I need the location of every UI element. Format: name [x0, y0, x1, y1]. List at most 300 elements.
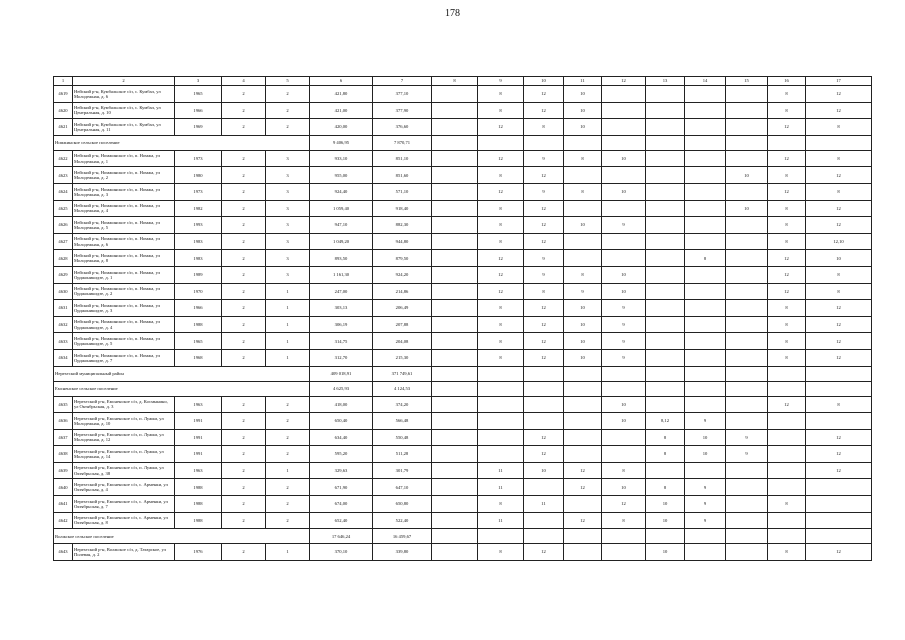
cell-c15	[726, 266, 768, 283]
cell-entrances: 2	[266, 86, 310, 103]
empty-cell	[685, 381, 726, 396]
cell-c16	[768, 413, 806, 430]
page-number: 178	[445, 8, 460, 19]
cell-c10: 12	[524, 333, 564, 350]
column-header-7: 7	[373, 77, 432, 86]
cell-c14	[685, 102, 726, 119]
cell-c15	[726, 233, 768, 250]
empty-cell	[685, 366, 726, 381]
cell-living-area: 207,88	[373, 316, 432, 333]
empty-cell	[685, 529, 726, 544]
cell-c10: 8	[524, 119, 564, 136]
table-row	[54, 544, 872, 561]
subtotal-name: Волжское сельское поселение	[54, 529, 310, 544]
empty-cell	[478, 381, 524, 396]
table-row	[54, 333, 872, 350]
cell-entrances: 3	[266, 250, 310, 267]
cell-address: Нейский р-н, Номжинское с/п, п. Номжа, ул Орджоникидзе, д. 1	[73, 266, 175, 283]
cell-year: 1988	[175, 496, 222, 513]
empty-cell	[806, 366, 872, 381]
cell-address: Нейский р-н, Номжинское с/п, п. Номжа, ул Молодежная, д. 6	[73, 233, 175, 250]
cell-c15	[726, 349, 768, 366]
cell-c9: 12	[478, 283, 524, 300]
table-row	[54, 217, 872, 234]
cell-c13: 10	[646, 512, 685, 529]
cell-c11	[564, 429, 602, 446]
cell-id: 4626	[54, 217, 73, 234]
subtotal-row	[54, 381, 872, 396]
cell-c12: 10	[602, 150, 646, 167]
cell-floors: 2	[222, 250, 266, 267]
cell-id: 4643	[54, 544, 73, 561]
empty-cell	[646, 381, 685, 396]
cell-living-area: 214,86	[373, 283, 432, 300]
cell-total-area: 1 059,40	[310, 200, 373, 217]
subtotal-living-area: 7 870,71	[373, 135, 432, 150]
cell-total-area: 303,13	[310, 300, 373, 317]
cell-floors: 2	[222, 396, 266, 413]
cell-living-area: 376,60	[373, 119, 432, 136]
cell-floors: 2	[222, 479, 266, 496]
cell-living-area: 566,48	[373, 413, 432, 430]
cell-c10: 10	[524, 462, 564, 479]
cell-c13	[646, 266, 685, 283]
cell-year: 1983	[175, 250, 222, 267]
cell-c9: 8	[478, 86, 524, 103]
cell-c15	[726, 512, 768, 529]
table-row	[54, 200, 872, 217]
cell-year: 1963	[175, 396, 222, 413]
subtotal-living-area: 16 459,67	[373, 529, 432, 544]
cell-c13	[646, 233, 685, 250]
cell-address: Нейский р-н, Кумбальское с/п, с. Кумбал, ул Центральная, д. 10	[73, 102, 175, 119]
cell-c9	[478, 413, 524, 430]
cell-c8	[432, 300, 478, 317]
cell-c16: 12	[768, 119, 806, 136]
cell-c11: 10	[564, 333, 602, 350]
cell-c13	[646, 167, 685, 184]
cell-total-area: 893,50	[310, 250, 373, 267]
cell-c15	[726, 250, 768, 267]
cell-c11: 12	[564, 462, 602, 479]
cell-id: 4625	[54, 200, 73, 217]
cell-c12: 10	[602, 413, 646, 430]
cell-c15	[726, 462, 768, 479]
column-header-3: 3	[175, 77, 222, 86]
cell-address: Нейский р-н, Номжинское с/п, п. Номжа, ул Орджоникидзе, д. 4	[73, 316, 175, 333]
cell-c8	[432, 233, 478, 250]
cell-total-area: 312,70	[310, 349, 373, 366]
cell-c10: 11	[524, 496, 564, 513]
cell-year: 1968	[175, 349, 222, 366]
cell-c11: 10	[564, 316, 602, 333]
cell-id: 4636	[54, 413, 73, 430]
cell-entrances: 1	[266, 349, 310, 366]
cell-entrances: 2	[266, 512, 310, 529]
cell-total-area: 314,75	[310, 333, 373, 350]
cell-c12: 8	[602, 462, 646, 479]
empty-cell	[564, 135, 602, 150]
cell-c17: 12,10	[806, 233, 872, 250]
table-row	[54, 396, 872, 413]
cell-c13	[646, 86, 685, 103]
cell-c12: 9	[602, 349, 646, 366]
cell-entrances: 2	[266, 119, 310, 136]
cell-c17: 8	[806, 396, 872, 413]
cell-c11: 8	[564, 150, 602, 167]
cell-c10: 12	[524, 102, 564, 119]
cell-c14	[685, 183, 726, 200]
empty-cell	[806, 381, 872, 396]
table-row	[54, 266, 872, 283]
cell-c8	[432, 200, 478, 217]
cell-address: Нерехтский р-н, Емсненское с/п, п. Лужки, ул Молодежная, д. 12	[73, 429, 175, 446]
cell-total-area: 955,00	[310, 167, 373, 184]
cell-c16	[768, 429, 806, 446]
cell-c17	[806, 479, 872, 496]
cell-address: Нерехтский р-н, Волжское с/п, д. Татарское, ул Полевая, д. 2	[73, 544, 175, 561]
cell-c16: 8	[768, 496, 806, 513]
table-row	[54, 183, 872, 200]
cell-floors: 2	[222, 300, 266, 317]
subtotal-row	[54, 529, 872, 544]
subtotal-total-area: 9 406,95	[310, 135, 373, 150]
cell-c12: 10	[602, 479, 646, 496]
cell-c13: 8,12	[646, 413, 685, 430]
cell-c8	[432, 86, 478, 103]
cell-c10	[524, 396, 564, 413]
column-header-13: 13	[646, 77, 685, 86]
cell-total-area: 370,10	[310, 544, 373, 561]
table-row	[54, 250, 872, 267]
cell-c14	[685, 544, 726, 561]
cell-c16: 8	[768, 217, 806, 234]
cell-id: 4621	[54, 119, 73, 136]
cell-c12	[602, 200, 646, 217]
cell-living-area: 204,08	[373, 333, 432, 350]
cell-year: 1993	[175, 217, 222, 234]
cell-living-area: 377,90	[373, 102, 432, 119]
cell-c16: 12	[768, 396, 806, 413]
empty-cell	[768, 135, 806, 150]
table-row	[54, 446, 872, 463]
cell-c10: 12	[524, 233, 564, 250]
cell-total-area: 1 161,30	[310, 266, 373, 283]
cell-address: Нейский р-н, Кумбальское с/п, с. Кумбал, ул Молодежная, д. 6	[73, 86, 175, 103]
cell-entrances: 1	[266, 544, 310, 561]
cell-c8	[432, 413, 478, 430]
cell-c9	[478, 446, 524, 463]
cell-c12	[602, 86, 646, 103]
cell-c11: 8	[564, 266, 602, 283]
cell-entrances: 2	[266, 429, 310, 446]
cell-c17: 12	[806, 200, 872, 217]
cell-c14: 9	[685, 512, 726, 529]
column-header-2: 2	[73, 77, 175, 86]
cell-total-area: 421,00	[310, 102, 373, 119]
cell-c15: 10	[726, 200, 768, 217]
cell-c15	[726, 544, 768, 561]
cell-c9: 8	[478, 349, 524, 366]
cell-c17	[806, 413, 872, 430]
empty-cell	[768, 529, 806, 544]
cell-total-area: 634,40	[310, 429, 373, 446]
cell-c14: 9	[685, 496, 726, 513]
housing-register-table	[53, 76, 872, 561]
cell-c13	[646, 396, 685, 413]
cell-c12: 8	[602, 512, 646, 529]
cell-c9: 8	[478, 333, 524, 350]
cell-address: Нейский р-н, Номжинское с/п, п. Номжа, ул Молодежная, д. 3	[73, 183, 175, 200]
column-header-5: 5	[266, 77, 310, 86]
cell-id: 4619	[54, 86, 73, 103]
cell-c15	[726, 316, 768, 333]
cell-floors: 2	[222, 413, 266, 430]
cell-c14	[685, 283, 726, 300]
cell-c16: 12	[768, 150, 806, 167]
cell-living-area: 522,40	[373, 512, 432, 529]
empty-cell	[478, 529, 524, 544]
cell-floors: 2	[222, 429, 266, 446]
empty-cell	[524, 366, 564, 381]
cell-c12	[602, 250, 646, 267]
cell-c14: 8	[685, 250, 726, 267]
cell-c16: 8	[768, 300, 806, 317]
cell-c12: 10	[602, 266, 646, 283]
cell-c15	[726, 300, 768, 317]
cell-id: 4622	[54, 150, 73, 167]
cell-c11: 10	[564, 119, 602, 136]
cell-living-area: 924,20	[373, 266, 432, 283]
cell-c10	[524, 413, 564, 430]
cell-c15	[726, 217, 768, 234]
cell-address: Нейский р-н, Кумбальское с/п, с. Кумбал, ул Центральная, д. 11	[73, 119, 175, 136]
empty-cell	[524, 381, 564, 396]
empty-cell	[524, 529, 564, 544]
cell-c17: 12	[806, 349, 872, 366]
cell-floors: 2	[222, 349, 266, 366]
cell-total-area: 1 049,20	[310, 233, 373, 250]
cell-c16	[768, 479, 806, 496]
cell-id: 4641	[54, 496, 73, 513]
cell-c10: 9	[524, 266, 564, 283]
cell-c10	[524, 512, 564, 529]
cell-c17: 12	[806, 167, 872, 184]
cell-floors: 2	[222, 333, 266, 350]
column-number-row	[54, 77, 872, 86]
cell-c9: 8	[478, 316, 524, 333]
cell-c8	[432, 119, 478, 136]
cell-c14	[685, 300, 726, 317]
cell-entrances: 3	[266, 150, 310, 167]
table-row	[54, 349, 872, 366]
cell-c12	[602, 429, 646, 446]
table-row	[54, 479, 872, 496]
cell-c8	[432, 266, 478, 283]
table-row	[54, 300, 872, 317]
cell-year: 1965	[175, 86, 222, 103]
cell-c9: 12	[478, 266, 524, 283]
cell-living-area: 918,40	[373, 200, 432, 217]
table-row	[54, 462, 872, 479]
cell-total-area: 933,10	[310, 150, 373, 167]
cell-id: 4642	[54, 512, 73, 529]
cell-c9: 11	[478, 512, 524, 529]
cell-c9: 12	[478, 119, 524, 136]
cell-c16: 8	[768, 200, 806, 217]
cell-c8	[432, 316, 478, 333]
cell-entrances: 3	[266, 266, 310, 283]
empty-cell	[564, 366, 602, 381]
cell-c14	[685, 349, 726, 366]
cell-c8	[432, 462, 478, 479]
empty-cell	[768, 366, 806, 381]
cell-living-area: 650,80	[373, 496, 432, 513]
cell-floors: 2	[222, 119, 266, 136]
cell-c14: 9	[685, 479, 726, 496]
cell-c11	[564, 544, 602, 561]
cell-entrances: 3	[266, 183, 310, 200]
cell-c11	[564, 396, 602, 413]
cell-c15	[726, 86, 768, 103]
cell-floors: 2	[222, 512, 266, 529]
cell-c13	[646, 217, 685, 234]
cell-total-area: 652,40	[310, 512, 373, 529]
cell-c14	[685, 167, 726, 184]
cell-c10: 9	[524, 250, 564, 267]
cell-year: 1983	[175, 233, 222, 250]
cell-c10: 12	[524, 300, 564, 317]
cell-c11: 12	[564, 512, 602, 529]
column-header-12: 12	[602, 77, 646, 86]
cell-id: 4634	[54, 349, 73, 366]
cell-c11: 8	[564, 183, 602, 200]
cell-c8	[432, 102, 478, 119]
empty-cell	[726, 529, 768, 544]
cell-c17: 8	[806, 119, 872, 136]
cell-year: 1988	[175, 512, 222, 529]
cell-c12	[602, 446, 646, 463]
cell-c13	[646, 300, 685, 317]
cell-address: Нерехтский р-н, Емсненское с/п, п. Лужки, ул Октябрьская, д. 38	[73, 462, 175, 479]
cell-total-area: 306,19	[310, 316, 373, 333]
cell-floors: 2	[222, 167, 266, 184]
cell-address: Нейский р-н, Номжинское с/п, п. Номжа, ул Молодежная, д. 1	[73, 150, 175, 167]
cell-c10: 9	[524, 183, 564, 200]
cell-c12: 10	[602, 183, 646, 200]
cell-c10: 9	[524, 150, 564, 167]
cell-c17: 12	[806, 333, 872, 350]
cell-address: Нерехтский р-н, Емсненское с/п, с. Арменки, ул Октябрьская, д. 8	[73, 512, 175, 529]
cell-c8	[432, 349, 478, 366]
cell-c12: 12	[602, 496, 646, 513]
cell-c13: 10	[646, 496, 685, 513]
cell-year: 1991	[175, 429, 222, 446]
cell-c17: 12	[806, 446, 872, 463]
cell-c15	[726, 119, 768, 136]
cell-floors: 2	[222, 217, 266, 234]
empty-cell	[726, 135, 768, 150]
cell-total-area: 329,63	[310, 462, 373, 479]
cell-c13	[646, 183, 685, 200]
cell-c17: 12	[806, 429, 872, 446]
cell-entrances: 2	[266, 413, 310, 430]
cell-c17: 12	[806, 544, 872, 561]
empty-cell	[685, 135, 726, 150]
cell-year: 1970	[175, 283, 222, 300]
cell-c8	[432, 429, 478, 446]
cell-c10: 12	[524, 86, 564, 103]
cell-address: Нейский р-н, Номжинское с/п, п. Номжа, ул Орджоникидзе, д. 2	[73, 283, 175, 300]
cell-c14	[685, 217, 726, 234]
cell-c15: 10	[726, 167, 768, 184]
cell-c9: 12	[478, 250, 524, 267]
cell-c12	[602, 119, 646, 136]
cell-c14	[685, 396, 726, 413]
cell-total-area: 671,90	[310, 479, 373, 496]
cell-floors: 2	[222, 544, 266, 561]
cell-entrances: 3	[266, 167, 310, 184]
cell-c8	[432, 544, 478, 561]
cell-c16: 8	[768, 102, 806, 119]
cell-floors: 2	[222, 462, 266, 479]
subtotal-total-area: 4 625,93	[310, 381, 373, 396]
cell-c13: 8	[646, 479, 685, 496]
cell-id: 4623	[54, 167, 73, 184]
table-row	[54, 413, 872, 430]
cell-c15: 9	[726, 446, 768, 463]
cell-c11: 10	[564, 217, 602, 234]
cell-c9: 12	[478, 150, 524, 167]
cell-id: 4624	[54, 183, 73, 200]
cell-c17: 12	[806, 217, 872, 234]
column-header-17: 17	[806, 77, 872, 86]
cell-living-area: 215,30	[373, 349, 432, 366]
cell-id: 4639	[54, 462, 73, 479]
cell-floors: 2	[222, 283, 266, 300]
cell-c8	[432, 333, 478, 350]
table-row	[54, 150, 872, 167]
empty-cell	[432, 529, 478, 544]
cell-c11: 10	[564, 349, 602, 366]
cell-c11	[564, 446, 602, 463]
empty-cell	[768, 381, 806, 396]
cell-year: 1966	[175, 102, 222, 119]
cell-c16	[768, 512, 806, 529]
cell-year: 1991	[175, 413, 222, 430]
table-row	[54, 283, 872, 300]
empty-cell	[726, 366, 768, 381]
cell-c8	[432, 250, 478, 267]
empty-cell	[432, 135, 478, 150]
cell-c9: 8	[478, 233, 524, 250]
subtotal-total-area: 409 018,91	[310, 366, 373, 381]
cell-c12: 9	[602, 333, 646, 350]
cell-c15	[726, 102, 768, 119]
cell-c17: 12	[806, 86, 872, 103]
cell-c15	[726, 496, 768, 513]
subtotal-name: Нерехтский муниципальный район	[54, 366, 310, 381]
cell-floors: 2	[222, 316, 266, 333]
cell-c13	[646, 333, 685, 350]
table-row	[54, 429, 872, 446]
cell-c9: 8	[478, 102, 524, 119]
cell-total-area: 595,20	[310, 446, 373, 463]
cell-c9: 11	[478, 479, 524, 496]
cell-c12: 10	[602, 283, 646, 300]
cell-id: 4632	[54, 316, 73, 333]
cell-entrances: 2	[266, 396, 310, 413]
